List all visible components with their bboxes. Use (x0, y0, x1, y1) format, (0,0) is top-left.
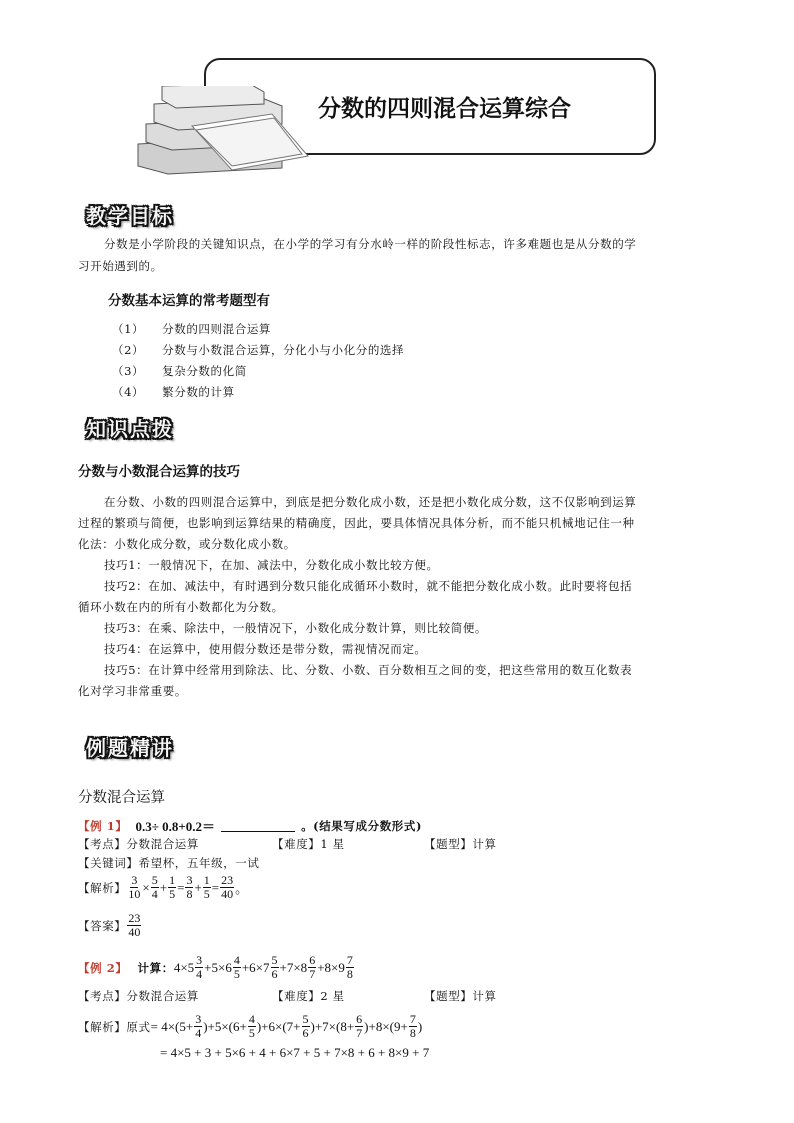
kaodian: 【考点】分数混合运算 (78, 989, 199, 1003)
solution-2-line-2: = 4×5 + 3 + 5×6 + 4 + 6×7 + 5 + 7×8 + 6 + 8×9 + 7 (160, 1045, 430, 1060)
tip-2b: 循环小数在内的所有小数都化为分数。 (78, 600, 284, 614)
nandu: 【难度】1 星 (272, 837, 345, 851)
common-types-heading: 分数基本运算的常考题型有 (108, 293, 270, 309)
tixing: 【题型】计算 (424, 989, 497, 1003)
kaodian: 【考点】分数混合运算 (78, 837, 199, 851)
tip-2a: 技巧2：在加、减法中，有时遇到分数只能化成循环小数时，就不能把分数化成小数。此时要将包括 (104, 579, 633, 593)
example-tag: 【例 1】 (78, 818, 128, 833)
section-knowledge: 知识点拨 (86, 417, 174, 441)
section-examples: 例题精讲 (86, 736, 174, 760)
example-expression: 0.3÷ 0.8+0.2＝ (135, 819, 216, 834)
example-tag: 【例 2】 (78, 960, 128, 975)
keywords: 【关键词】希望杯，五年级，一试 (78, 856, 260, 870)
category-label: 分数混合运算 (78, 790, 165, 806)
example-note: 。(结果写成分数形式) (301, 818, 423, 833)
list-item: （2） 分数与小数混合运算，分化小与小化分的选择 (112, 343, 405, 357)
page-title: 分数的四则混合运算综合 (318, 96, 571, 122)
nandu: 【难度】2 星 (272, 989, 345, 1003)
tip-4: 技巧4：在运算中，使用假分数还是带分数，需视情况而定。 (104, 642, 427, 656)
example-2-question: 【例 2】 计算： 4×5 $\frac{3}{4}$ +5×6 $\frac{4}{5}$ +6×7 $\frac{5}{6}$ +7×8 $\frac{6}{7}$ +8×9 $\frac{7}{8}$ (78, 953, 353, 981)
books-illustration (132, 86, 322, 176)
solution-1: 【解析】 $\frac{3}{10}$ × $\frac{5}{4}$ + $\frac{1}{5}$ = $\frac{3}{8}$ + $\frac{1}{5}$ = $\frac{23}{40}$ 。 (78, 873, 249, 901)
intro-line-1: 分数是小学阶段的关键知识点，在小学的学习有分水岭一样的阶段性标志，许多难题也是从分数的学 (104, 237, 637, 251)
tip-3: 技巧3：在乘、除法中，一般情况下，小数化成分数计算，则比较简便。 (104, 621, 488, 635)
list-item: （3） 复杂分数的化简 (112, 364, 247, 378)
example-1-question (78, 816, 422, 835)
tips-heading: 分数与小数混合运算的技巧 (78, 464, 240, 480)
tip-5a: 技巧5：在计算中经常用到除法、比、分数、小数、百分数相互之间的变，把这些常用的数互化数表 (104, 663, 633, 677)
list-item: （1） 分数的四则混合运算 (112, 322, 272, 336)
tips-para-3: 化法：小数化成分数，或分数化成小数。 (78, 537, 296, 551)
answer-blank (221, 819, 295, 832)
list-item: （4） 繁分数的计算 (112, 385, 235, 399)
section-objectives: 教学目标 (86, 204, 174, 228)
tixing: 【题型】计算 (424, 837, 497, 851)
tip-5b: 化对学习非常重要。 (78, 684, 187, 698)
answer-1: 【答案】 $\frac{23}{40}$ (78, 911, 141, 939)
tip-1: 技巧1：一般情况下，在加、减法中，分数化成小数比较方便。 (104, 558, 439, 572)
intro-line-2: 习开始遇到的。 (78, 259, 163, 273)
tips-para-2: 过程的繁琐与简便，也影响到运算结果的精确度，因此，要具体情况具体分析，而不能只机械地记住一种 (78, 516, 635, 530)
solution-2: 【解析】原式 = 4×(5+ $\frac{3}{4}$ )+5×(6+ $\frac{4}{5}$ )+6×(7+ $\frac{5}{6}$ )+7×(8+ $\frac{6}{7}$ )+8×(9+ $\frac{7}{8}$ ) (78, 1012, 423, 1040)
tips-para-1: 在分数、小数的四则混合运算中，到底是把分数化成小数，还是把小数化成分数，这不仅影响到运算 (104, 495, 637, 509)
